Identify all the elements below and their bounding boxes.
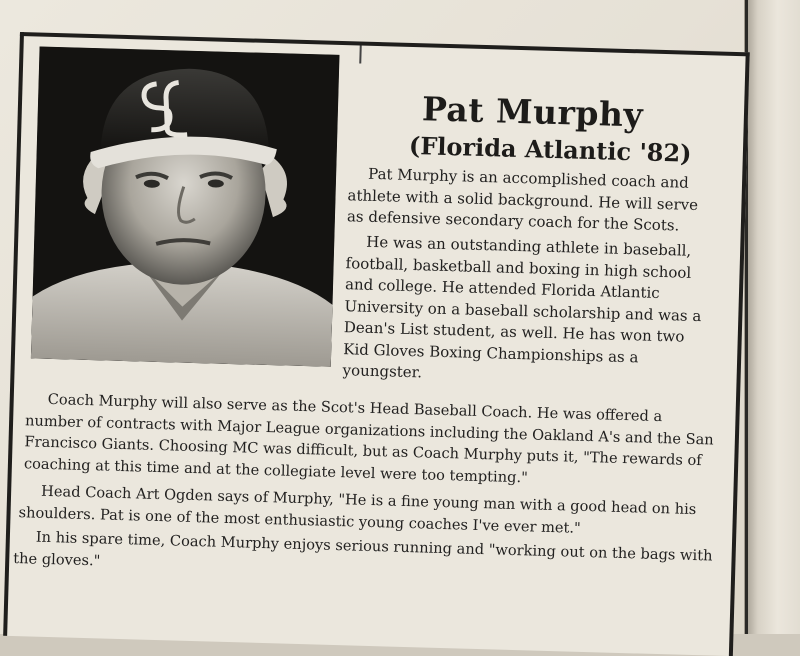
book-binding xyxy=(744,0,800,634)
player-name-heading: Pat Murphy xyxy=(421,89,644,135)
player-portrait-photo xyxy=(31,47,340,367)
portrait-illustration xyxy=(31,47,340,367)
bio-paragraph-3: Coach Murphy will also serve as the Scot's Head Baseball Coach. He was offered a number of contracts with Major League organizations including the Oakland A's and the San Francisco Giants. Choosing MC was difficult, but as Coach Murphy puts it, "The rewards of coaching at this time and at the collegiate level were too tempting." xyxy=(23,390,714,486)
bio-paragraph-5: In his spare time, Coach Murphy enjoys serious running and "working out on the bags with the gloves." xyxy=(13,528,713,569)
bio-paragraph-4: Head Coach Art Ogden says of Murphy, "He is a fine young man with a good head on his shoulders. Pat is one of the most enthusiastic young coaches I've ever met." xyxy=(18,482,697,537)
bio-paragraph-2: He was an outstanding athlete in baseball, football, basketball and boxing in high school and college. He attended Florida Atlantic University on a baseball scholarship and was a Dean's List student, as well. He has won two Kid Gloves Boxing Championships as a youngster. xyxy=(342,232,702,382)
bio-paragraph-1: Pat Murphy is an accomplished coach and athlete with a solid background. He will serve as defensive secondary coach for the Scots. xyxy=(346,164,699,235)
player-school-subheading: (Florida Atlantic '82) xyxy=(408,130,692,168)
bio-frame xyxy=(3,32,750,656)
frame-tick-mark xyxy=(359,45,362,63)
